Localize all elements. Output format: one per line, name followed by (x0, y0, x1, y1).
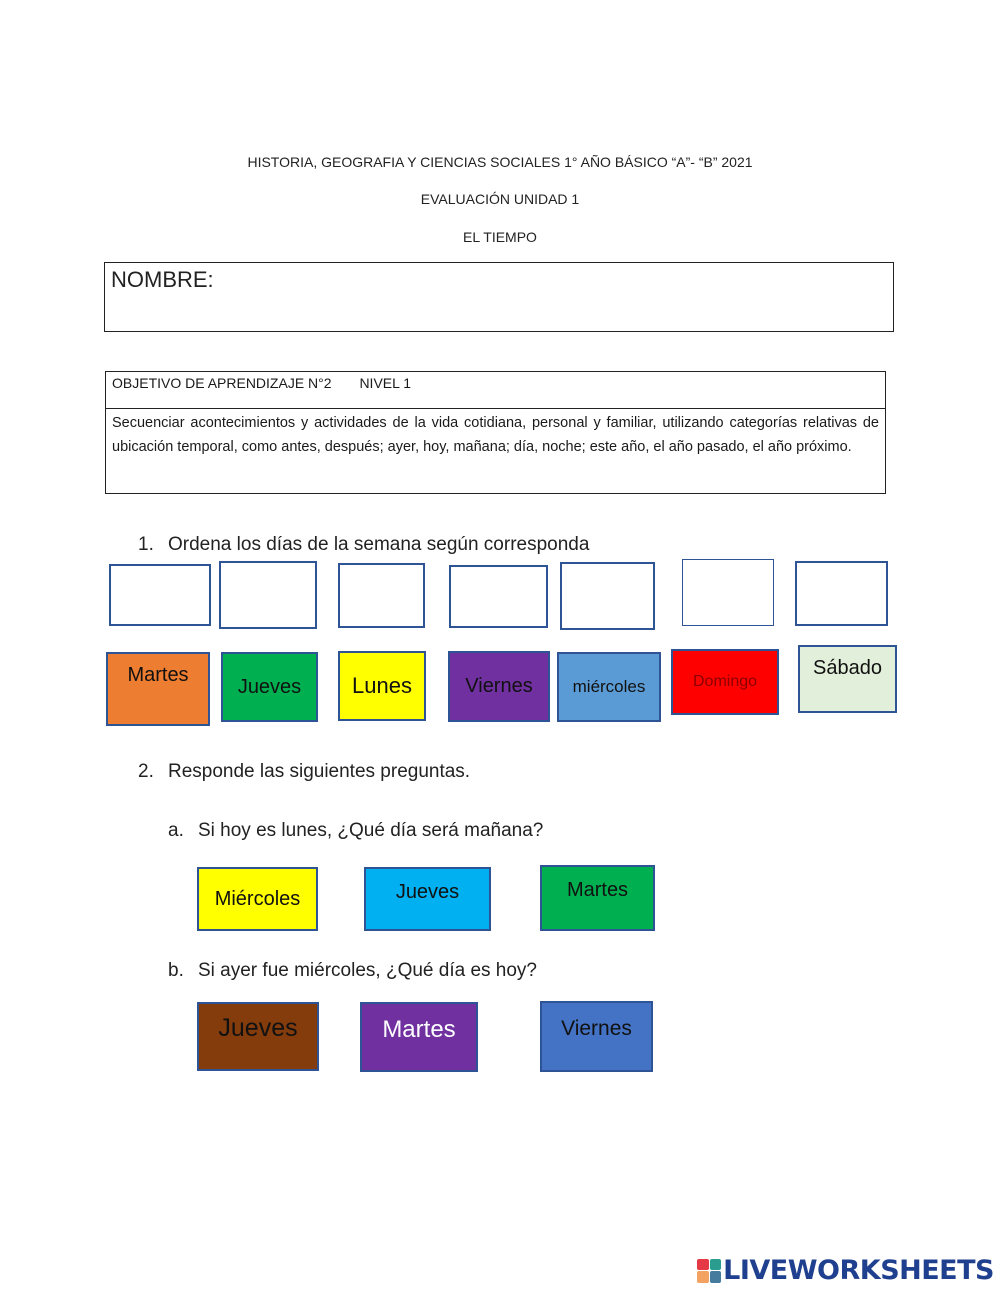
objective-level: NIVEL 1 (359, 375, 412, 391)
option-a-martes[interactable] (540, 865, 655, 931)
question-2-number: 2. (138, 761, 154, 782)
question-2b-letter: b. (168, 960, 184, 981)
watermark-text: LIVEWORKSHEETS (723, 1255, 994, 1286)
option-label: Martes (382, 1016, 456, 1043)
day-card-miercoles[interactable] (557, 652, 661, 722)
option-label: Jueves (218, 1014, 298, 1042)
objective-table (105, 371, 886, 494)
question-1-number: 1. (138, 534, 154, 555)
option-b-jueves[interactable] (197, 1002, 319, 1071)
name-label: NOMBRE: (111, 267, 214, 292)
option-a-jueves[interactable] (364, 867, 491, 931)
option-b-viernes[interactable] (540, 1001, 653, 1072)
question-2a-text: Si hoy es lunes, ¿Qué día será mañana? (198, 820, 544, 841)
liveworksheets-logo-icon (697, 1259, 721, 1283)
objective-text: Secuenciar acontecimientos y actividades de la vida cotidiana, personal y familiar, utilizando categorías relativas de ubicación temporal, como antes, después; ayer, hoy, mañana; día, noche; este año, el año pasado, el año próximo. (112, 415, 879, 455)
option-label: Martes (566, 879, 629, 901)
answer-slot-6[interactable] (682, 559, 774, 626)
day-card-label: Lunes (352, 673, 412, 698)
answer-slot-2[interactable] (219, 561, 317, 629)
day-card-label: Sábado (813, 657, 882, 679)
day-card-jueves[interactable] (221, 652, 318, 722)
answer-slot-3[interactable] (338, 563, 425, 628)
answer-slot-4[interactable] (449, 565, 548, 628)
option-label: Jueves (395, 881, 460, 903)
question-2-text: Responde las siguientes preguntas. (168, 761, 471, 782)
question-1 (138, 534, 589, 556)
answer-slot-5[interactable] (560, 562, 655, 630)
day-card-label: Martes (127, 664, 189, 686)
answer-slot-1[interactable] (109, 564, 211, 626)
liveworksheets-watermark (697, 1255, 994, 1286)
option-label: Miércoles (214, 887, 301, 910)
day-card-lunes[interactable] (338, 651, 426, 721)
header-subtitle: EVALUACIÓN UNIDAD 1 (420, 191, 580, 207)
objective-header (106, 372, 885, 409)
question-2a-letter: a. (168, 820, 184, 841)
name-field[interactable] (104, 262, 894, 332)
question-2 (138, 761, 470, 783)
day-card-label: miércoles (572, 677, 646, 696)
question-2a (168, 820, 543, 842)
day-card-viernes[interactable] (448, 651, 550, 722)
day-card-label: Viernes (465, 675, 533, 697)
day-card-label: Domingo (692, 673, 758, 690)
question-2b-text: Si ayer fue miércoles, ¿Qué día es hoy? (198, 960, 537, 981)
option-label: Viernes (561, 1017, 632, 1040)
header-topic: EL TIEMPO (463, 229, 537, 245)
day-card-label: Jueves (237, 675, 302, 698)
option-b-martes[interactable] (360, 1002, 478, 1072)
answer-slot-7[interactable] (795, 561, 888, 626)
day-card-domingo[interactable] (671, 649, 779, 715)
day-card-martes[interactable] (106, 652, 210, 726)
question-2b (168, 960, 537, 982)
question-1-text: Ordena los días de la semana según corresponda (168, 534, 590, 555)
header-title: HISTORIA, GEOGRAFIA Y CIENCIAS SOCIALES 1° AÑO BÁSICO “A”- “B” 2021 (247, 154, 753, 170)
option-a-miercoles[interactable] (197, 867, 318, 931)
objective-title: OBJETIVO DE APRENDIZAJE N°2 (112, 375, 332, 391)
day-card-sabado[interactable] (798, 645, 897, 713)
